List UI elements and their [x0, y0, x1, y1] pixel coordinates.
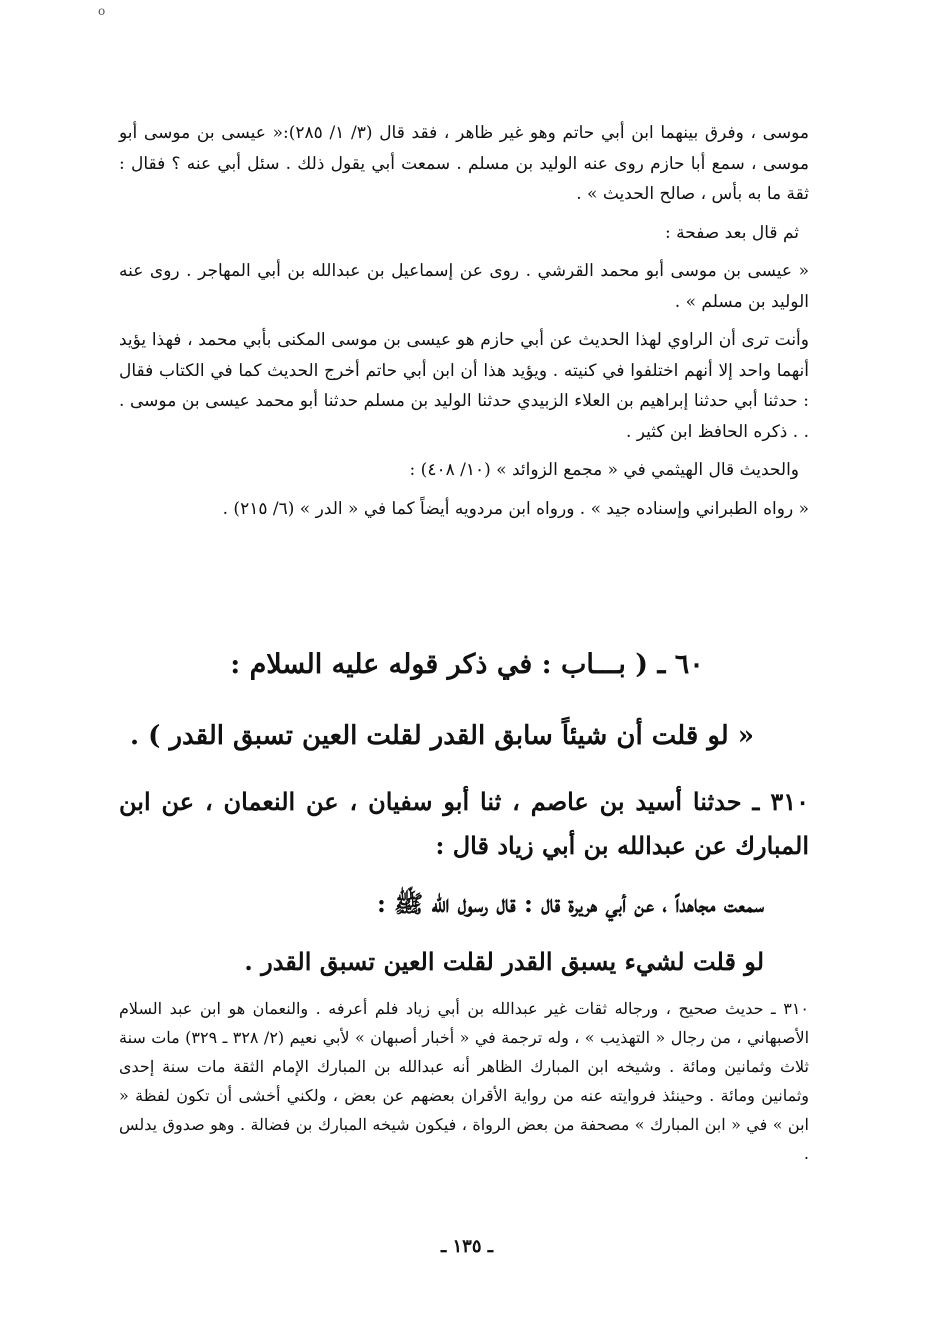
- corner-mark: o: [98, 4, 106, 18]
- intro-paragraph-4: والحديث قال الهيثمي في « مجمع الزوائد » (١٠/ ٤٠٨) :: [409, 460, 799, 480]
- intro-quote: « عيسى بن موسى أبو محمد القرشي . روى عن إسماعيل بن عبدالله بن أبي المهاجر . روى عنه الوليد بن مسلم » .: [119, 261, 809, 312]
- hadith-text: [119, 780, 809, 984]
- hadith-isnad: ٣١٠ ـ حدثنا أسيد بن عاصم ، ثنا أبو سفيان ، عن النعمان ، عن ابن المبارك عن عبدالله بن أبي زياد قال :: [119, 787, 810, 860]
- hadith-matn: لو قلت لشيء يسبق القدر لقلت العين تسبق القدر .: [244, 947, 764, 976]
- intro-paragraph-2: ثم قال بعد صفحة :: [664, 222, 799, 243]
- footnotes: [119, 994, 809, 1168]
- intro-commentary: [119, 118, 809, 524]
- intro-paragraph-1: موسى ، وفرق بينهما ابن أبي حاتم وهو غير ظاهر ، فقد قال (٣/ ١/ ٢٨٥):« عيسى بن موسى أبو موسى ، سمع أبا حازم روى عنه الوليد بن مسلم . سمعت أبي يقول ذلك . سئل أبي عنه ؟ فقال : ثقة ما به بأس ، صالح الحديث » .: [119, 123, 809, 204]
- intro-paragraph-3: وأنت ترى أن الراوي لهذا الحديث عن أبي حازم هو عيسى بن موسى المكنى بأبي محمد ، فهذا يؤيد أنهما واحد إلا أنهم اختلفوا في كنيته . ويؤيد هذا أن ابن أبي حاتم أخرج الحديث كما في الكتاب فقال : حدثنا أبي حدثنا إبراهيم بن العلاء الزبيدي حدثنا الوليد بن مسلم حدثنا أبو محمد عيسى بن موسى . . . ذكره الحافظ ابن كثير .: [119, 330, 809, 442]
- footnote-310: ٣١٠ ـ حديث صحيح ، ورجاله ثقات غير عبدالله بن أبي زياد فلم أعرفه . والنعمان هو ابن عبد السلام الأصبهاني ، من رجال « التهذيب » ، وله ترجمة في « أخبار أصبهان » لأبي نعيم (٢/ ٣٢٨ ـ ٣٢٩) مات سنة ثلاث وثمانين ومائة . وشيخه ابن المبارك الظاهر أنه عبدالله بن المبارك الإمام الثقة مات سنة إحدى وثمانين ومائة . وحينئذ فروايته عنه من رواية الأقران بعضهم عن بعض ، ولكني أخشى أن تكون لفظة « ابن » في « ابن المبارك » مصحفة من بعض الرواة ، فيكون شيخه المبارك بن فضالة . وهو صدوق يدلس .: [119, 999, 810, 1163]
- chapter-heading: ٦٠ ـ ( بـــاب : في ذكر قوله عليه السلام :: [230, 649, 704, 680]
- chapter-subheading: « لو قلت أن شيئاً سابق القدر لقلت العين تسبق القدر ) .: [130, 721, 754, 751]
- intro-quote-2: « رواه الطبراني وإسناده جيد » . ورواه ابن مردويه أيضاً كما في « الدر » (٦/ ٢١٥) .: [222, 498, 809, 519]
- page-number: ـ ١٣٥ ـ: [440, 1236, 494, 1257]
- hadith-narration: سمعت مجاهداً ، عن أبي هريرة قال : قال رسول الله ﷺ :: [376, 889, 764, 918]
